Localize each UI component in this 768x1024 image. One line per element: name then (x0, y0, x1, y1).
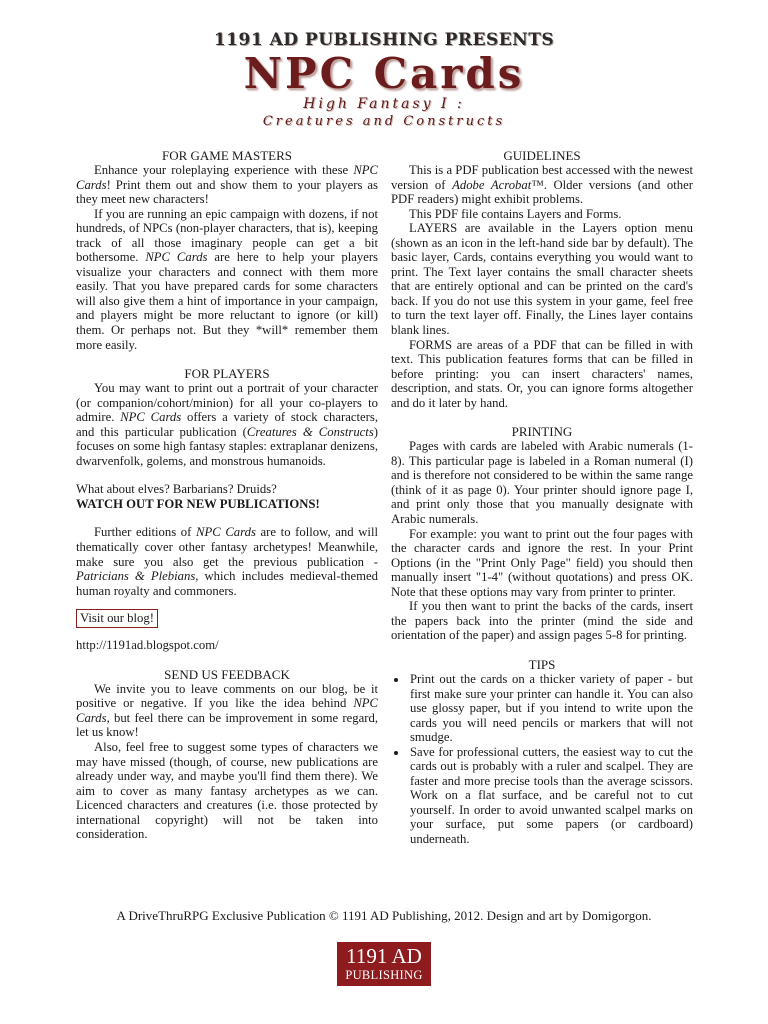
logo-line-2: PUBLISHING (345, 968, 423, 982)
page-title: NPC Cards (243, 49, 525, 98)
text: offers a variety of stock characters, and this particular publication ( (76, 410, 379, 439)
page-header (0, 30, 768, 131)
feedback-paragraph-2: Also, feel free to suggest some types of characters we may have missed (though, of course, new publications are already under way, and maybe you'll find them there). We aim to cover as many fantasy archetypes as we can. Licenced characters and creatures (i.e. those protected by international copyright) will not be taken into consideration. (76, 739, 378, 842)
players-heading: FOR PLAYERS (184, 366, 270, 382)
guidelines-paragraph-3: LAYERS are available in the Layers option menu (shown as an icon in the left-hand side bar by default). The basic layer, Cards, contains everything you would want to print. The Text layer contains the small character sheets that are entirely optional and can be printed on the card's back. If you do not use this system in your game, feel free to turn the text layer off. Finally, the Lines layer contains blank lines. (391, 221, 693, 338)
right-column (391, 148, 693, 847)
guidelines-paragraph-2: This PDF file contains Layers and Forms. (409, 206, 622, 221)
gm-paragraph-2 (76, 207, 378, 352)
players-paragraph (76, 381, 378, 468)
text: ) focuses on some high fantasy staples: extraplanar denizens, dwarvenfolk, golems, and monstrous humanoids. (76, 424, 378, 468)
guidelines-paragraph-1 (391, 163, 693, 207)
subtitle: High Fantasy I : (303, 96, 465, 112)
feedback-heading: SEND US FEEDBACK (164, 666, 290, 682)
text-em: Adobe Acrobat™ (452, 177, 544, 192)
printing-heading: PRINTING (511, 424, 573, 440)
text: . Older versions (and other PDF readers) might exhibit problems. (391, 177, 693, 207)
printing-paragraph-3: If you then want to print the backs of the cards, insert the papers back into the printer (mind the side and orientation of the paper) and assign pages 5-8 for printing. (391, 599, 693, 643)
text: , but feel there can be improvement in some regard, let us know! (76, 710, 378, 740)
text: We invite you to leave comments on our blog, be it positive or negative. If you like the idea behind (76, 681, 378, 711)
footer-credits: A DriveThruRPG Exclusive Publication © 1191 AD Publishing, 2012. Design and art by Domigorgon. (116, 908, 652, 923)
gm-heading: FOR GAME MASTERS (161, 148, 293, 163)
presents-line: 1191 AD PUBLISHING PRESENTS (213, 30, 555, 50)
text-em: NPC Cards (76, 163, 378, 192)
text: Enhance your roleplaying experience with these (94, 163, 354, 177)
guidelines-paragraph-4: FORMS are areas of a PDF that can be filled in with text. This publication features forms that can be filled in before printing: you can insert characters' names, description, and stats. Or, you can ignore forms altogether and do it later by hand. (391, 337, 693, 410)
tips-list (391, 672, 693, 847)
text-em: NPC Cards (145, 250, 208, 265)
text-em: Creatures & Constructs (246, 424, 374, 439)
printing-paragraph-2: For example: you want to print out the four pages with the character cards and ignore the rest. In your Print Options (in the "Print Only Page" field) you should then manually insert "1-4" (without quotations) and press OK. Note that these options may vary from printer to printer. (391, 526, 693, 599)
text: , which includes medieval-themed human royalty and commoners. (76, 569, 378, 598)
text: If you are running an epic campaign with dozens, if not hundreds, of NPCs (non-player characters, that is), keeping track of all those imaginary people can get a bit bothersome. (76, 206, 378, 265)
text: ! Print them out and show them to your players as they meet new characters! (76, 177, 378, 207)
printing-paragraph-1: Pages with cards are labeled with Arabic numerals (1-8). This particular page is labeled in a Roman numeral (I) and is therefore not considered to be within the same range (think of it as page 0). Your printer should ignore page I, and print only those that you manually designate with Arabic numerals. (391, 439, 693, 527)
list-item: • Print out the cards on a thicker variety of paper - but first make sure your printer can handle it. You can also use glossy paper, but if you intend to write upon the cards you will need pencils or markers that will not smudge. (408, 672, 693, 745)
visit-blog-link[interactable]: Visit our blog! (76, 609, 158, 628)
text-em: Patricians & Plebians (76, 569, 196, 584)
gm-paragraph-1 (76, 163, 378, 207)
text: This is a PDF publication best accessed with the newest version of (391, 163, 693, 192)
guidelines-heading: GUIDELINES (503, 148, 581, 163)
publisher-logo (337, 942, 431, 986)
blog-url[interactable]: http://1191ad.blogspot.com/ (76, 638, 219, 653)
further-editions-paragraph (76, 525, 378, 598)
text: You may want to print out a portrait of your character (or companion/cohort/minion) for all your co-players to admire. (76, 381, 378, 425)
text: are here to help your players visualize your characters and connect with them more easily. That you have prepared cards for some characters will also give them a hint of importance in your campaign, and players might be more reluctant to ignore (or kill) them. Or perhaps not. But they *will* remember them more easily. (76, 250, 378, 352)
tips-heading: TIPS (528, 656, 556, 672)
text: are to follow, and will thematically cover other fantasy archetypes! Meanwhile, make sure you also get the previous publication - (76, 525, 378, 569)
text-em: NPC Cards (196, 525, 256, 540)
subtitle-series: Creatures and Constructs (262, 114, 506, 129)
left-column (76, 148, 378, 842)
text: Further editions of (94, 525, 197, 540)
feedback-paragraph-1 (76, 682, 378, 740)
text-em: NPC Cards (120, 410, 182, 425)
text-em: NPC Cards (76, 696, 378, 725)
list-item: • Save for professional cutters, the easiest way to cut the cards out is probably with a ruler and scalpel. They are faster and more precise tools than the average scissors. Work on a flat surface, and be careful not to cut yourself. In order to avoid unwanted scalpel marks on your surface, put some papers (or cardboard) underneath. (408, 745, 693, 847)
watch-out-line: WATCH OUT FOR NEW PUBLICATIONS! (76, 496, 320, 511)
logo-line-1: 1191 AD (346, 944, 422, 968)
elves-line: What about elves? Barbarians? Druids? (76, 482, 277, 497)
